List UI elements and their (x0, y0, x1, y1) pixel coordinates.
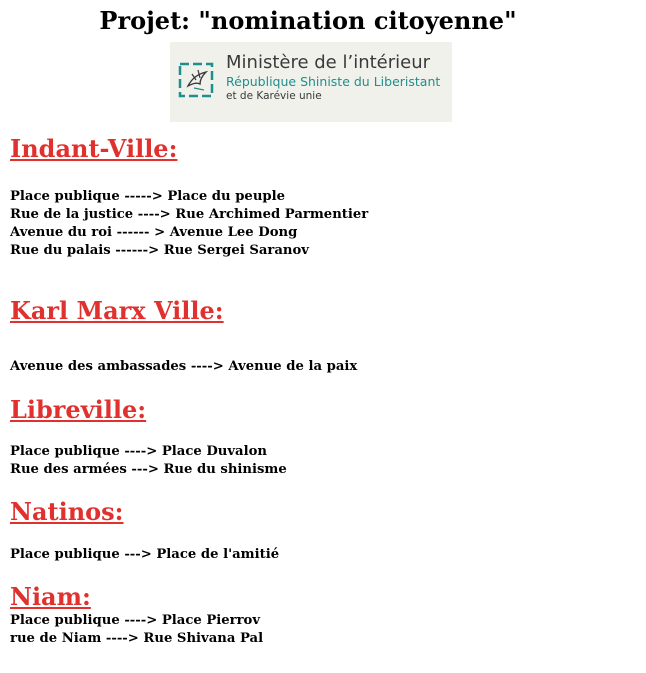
renames-natinos (10, 546, 279, 564)
logo-republic-name: République Shiniste du Liberistant (226, 74, 441, 89)
rename-item: Avenue du roi ------ > Avenue Lee Dong (10, 225, 298, 240)
city-heading-indant-ville: Indant-Ville: (10, 134, 178, 163)
city-heading-karl-marx-ville: Karl Marx Ville: (10, 296, 224, 325)
rename-item: Place publique ---> Place de l'amitié (10, 547, 280, 562)
rename-item: Avenue des ambassades ----> Avenue de la paix (10, 359, 358, 374)
rename-item: Rue du palais ------> Rue Sergei Saranov (10, 243, 309, 258)
rename-item: Rue de la justice ----> Rue Archimed Parmentier (10, 207, 369, 222)
rename-item: Place publique ----> Place Duvalon (10, 444, 267, 459)
logo-republic-subtitle: et de Karévie unie (226, 90, 322, 102)
rename-item: Rue des armées ---> Rue du shinisme (10, 462, 287, 477)
renames-karl-marx-ville (10, 358, 357, 376)
rename-item: Place publique ----> Place Pierrov (10, 613, 261, 628)
page-title: Projet: "nomination citoyenne" (99, 6, 517, 35)
city-heading-niam: Niam: (10, 582, 91, 611)
dove-emblem-icon (178, 60, 218, 100)
city-heading-natinos: Natinos: (10, 497, 124, 526)
rename-item: Place publique -----> Place du peuple (10, 189, 286, 204)
rename-item: rue de Niam ----> Rue Shivana Pal (10, 631, 264, 646)
renames-indant-ville (10, 188, 368, 260)
logo-ministry-name: Ministère de l’intérieur (226, 52, 431, 73)
renames-libreville (10, 443, 287, 479)
ministry-logo (170, 42, 452, 122)
renames-niam (10, 612, 263, 648)
city-heading-libreville: Libreville: (10, 395, 147, 424)
